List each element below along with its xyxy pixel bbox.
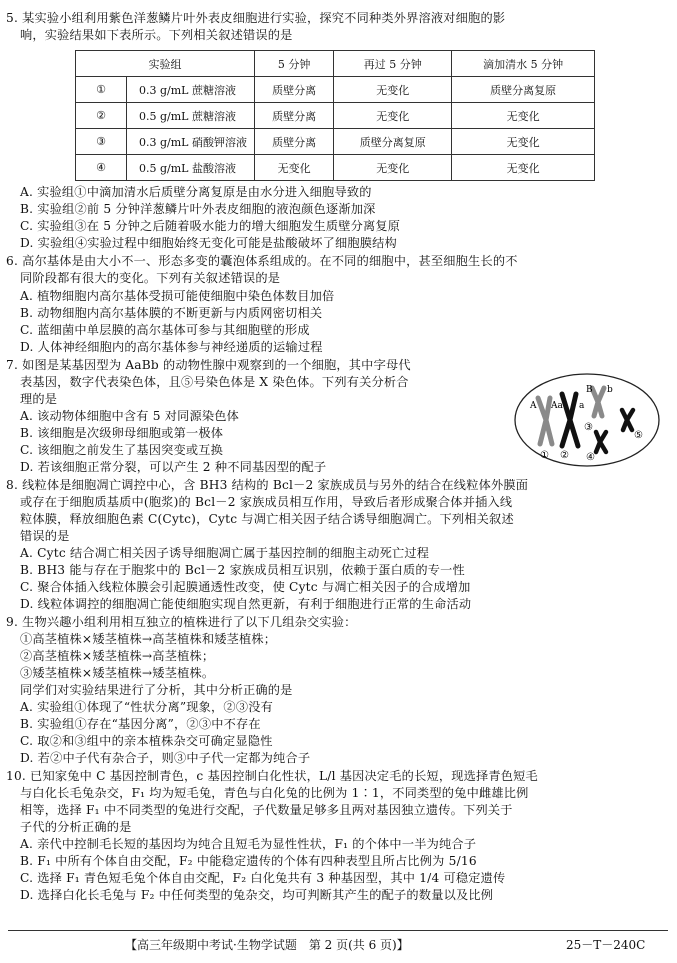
q6-option-d: D. 人体神经细胞内的高尔基体参与神经递质的运输过程 (20, 340, 323, 354)
footer-divider (8, 930, 668, 931)
gene-label-a-small: a (579, 401, 585, 411)
q8-stem-line3: 粒体膜，释放细胞色素 C(Cytc)，Cytc 与凋亡相关因子结合诱导细胞凋亡。下列相关叙述 (20, 512, 514, 526)
table-header-cell: 5 分钟 (255, 51, 334, 77)
table-cell: 质壁分离复原 (334, 129, 452, 155)
footer-title: 【高三年级期中考试·生物学试题 第 2 页(共 6 页)】 (125, 938, 409, 952)
table-row (76, 155, 595, 181)
table-header-row (76, 51, 595, 77)
table-cell: 无变化 (334, 77, 452, 103)
table-cell: 无变化 (334, 155, 452, 181)
q7-stem-line3: 理的是 (20, 392, 58, 406)
q9-cross-2: ②高茎植株×矮茎植株→高茎植株； (20, 649, 215, 663)
table-cell: 无变化 (334, 103, 452, 129)
q7-option-a: A. 该动物体细胞中含有 5 对同源染色体 (20, 409, 240, 423)
q9-cross-1: ①高茎植株×矮茎植株→高茎植株和矮茎植株； (20, 632, 277, 646)
q9-option-a: A. 实验组①体现了“性状分离”现象，②③没有 (20, 700, 273, 714)
table-cell: ③ (76, 129, 127, 155)
q5-results-table (75, 50, 595, 181)
q10-option-a: A. 亲代中控制毛长短的基因均为纯合且短毛为显性性状，F₁ 的个体中一半为纯合子 (20, 837, 477, 851)
q10-stem-line1: 10. 已知家兔中 C 基因控制青色，c 基因控制白化性状，L/l 基因决定毛的长短，现选择青色短毛 (6, 769, 538, 783)
q10-option-d: D. 选择白化长毛兔与 F₂ 中任何类型的兔杂交，均可判断其产生的配子的数量以及比例 (20, 888, 494, 902)
q7-stem-line2: 表基因，数字代表染色体，且⑤号染色体是 X 染色体。下列有关分析合 (20, 375, 409, 389)
table-cell: 质壁分离 (255, 77, 334, 103)
q7-option-b: B. 该细胞是次级卵母细胞或第一极体 (20, 426, 224, 440)
q6-stem-line1: 6. 高尔基体是由大小不一、形态多变的囊泡体系组成的。在不同的细胞中，甚至细胞生长的不 (6, 254, 518, 268)
chromosome-2 (562, 394, 578, 446)
chromosome-1 (538, 398, 552, 444)
gene-label-b-big: B (586, 385, 593, 395)
q7-stem-line1: 7. 如图是某基因型为 AaBb 的动物性腺中观察到的一个细胞，其中字母代 (6, 358, 411, 372)
q6-option-b: B. 动物细胞内高尔基体膜的不断更新与内质网密切相关 (20, 306, 323, 320)
chromosome-number-4: ④ (586, 452, 595, 463)
q9-stem2: 同学们对实验结果进行了分析，其中分析正确的是 (20, 683, 293, 697)
chromosome-number-3: ③ (584, 422, 593, 433)
table-cell: 无变化 (452, 103, 595, 129)
table-cell: 0.5 g/mL 蔗糖溶液 (127, 103, 255, 129)
q8-option-c: C. 聚合体插入线粒体膜会引起膜通透性改变，使 Cytc 与凋亡相关因子的合成增加 (20, 580, 471, 594)
q8-option-b: B. BH3 能与存在于胞浆中的 Bcl－2 家族成员相互识别，依赖于蛋白质的专一性 (20, 563, 465, 577)
q5-option-a: A. 实验组①中滴加清水后质壁分离复原是由水分进入细胞导致的 (20, 185, 372, 199)
q9-option-d: D. 若②中子代有杂合子，则③中子代一定都为纯合子 (20, 751, 311, 765)
q8-stem-line2: 或存在于细胞质基质中(胞浆)的 Bcl－2 家族成员相互作用，导致后者形成聚合体并插入线 (20, 495, 513, 509)
table-row (76, 77, 595, 103)
q9-option-c: C. 取②和③组中的亲本植株杂交可确定显隐性 (20, 734, 273, 748)
table-row (76, 103, 595, 129)
chromosome-number-1: ① (540, 450, 549, 461)
q7-option-c: C. 该细胞之前发生了基因突变或互换 (20, 443, 224, 457)
q5-stem-line2: 响，实验结果如下表所示。下列相关叙述错误的是 (20, 28, 293, 42)
table-cell: 无变化 (255, 155, 334, 181)
q7-option-d: D. 若该细胞正常分裂，可以产生 2 种不同基因型的配子 (20, 460, 327, 474)
q5-option-b: B. 实验组②前 5 分钟洋葱鳞片叶外表皮细胞的液泡颜色逐渐加深 (20, 202, 376, 216)
table-header-cell: 再过 5 分钟 (334, 51, 452, 77)
chromosome-5 (622, 410, 633, 430)
table-cell: 无变化 (452, 155, 595, 181)
q6-option-c: C. 蓝细菌中单层膜的高尔基体可参与其细胞壁的形成 (20, 323, 310, 337)
q5-option-c: C. 实验组③在 5 分钟之后随着吸水能力的增大细胞发生质壁分离复原 (20, 219, 401, 233)
q9-stem: 9. 生物兴趣小组利用相互独立的植株进行了以下几组杂交实验： (6, 615, 357, 629)
q6-option-a: A. 植物细胞内高尔基体受损可能使细胞中染色体数目加倍 (20, 289, 335, 303)
gene-label-a-left: A (530, 401, 537, 411)
chromosome-number-2: ② (560, 450, 569, 461)
table-row (76, 129, 595, 155)
q5-stem-line1: 5. 某实验小组利用紫色洋葱鳞片叶外表皮细胞进行实验，探究不同种类外界溶液对细胞的影 (6, 11, 506, 25)
table-cell: ④ (76, 155, 127, 181)
table-cell: ① (76, 77, 127, 103)
q6-stem-line2: 同阶段都有很大的变化。下列有关叙述错误的是 (20, 271, 281, 285)
q10-stem-line3: 相等，选择 F₁ 中不同类型的兔进行交配，子代数量足够多且两对基因独立遗传。下列关于 (20, 803, 513, 817)
gene-label-aa: Aa (551, 401, 563, 411)
q9-option-b: B. 实验组①存在“基因分离”，②③中不存在 (20, 717, 261, 731)
chromosome-4 (596, 432, 606, 452)
q10-stem-line4: 子代的分析正确的是 (20, 820, 132, 834)
table-cell: 质壁分离 (255, 129, 334, 155)
q8-stem-line1: 8. 线粒体是细胞凋亡调控中心，含 BH3 结构的 Bcl－2 家族成员与另外的结合在线粒体外膜面 (6, 478, 529, 492)
table-header-cell: 实验组 (76, 51, 255, 77)
gene-label-b-small: b (607, 385, 613, 395)
table-cell: 0.5 g/mL 盐酸溶液 (127, 155, 255, 181)
q8-stem-line4: 错误的是 (20, 529, 70, 543)
table-cell: 0.3 g/mL 硝酸钾溶液 (127, 129, 255, 155)
q9-cross-3: ③矮茎植株×矮茎植株→矮茎植株。 (20, 666, 215, 680)
cell-division-figure (512, 370, 662, 470)
q5-option-d: D. 实验组④实验过程中细胞始终无变化可能是盐酸破坏了细胞膜结构 (20, 236, 397, 250)
table-cell: 质壁分离 (255, 103, 334, 129)
table-cell: 0.3 g/mL 蔗糖溶液 (127, 77, 255, 103)
table-cell: 质壁分离复原 (452, 77, 595, 103)
table-header-cell: 滴加清水 5 分钟 (452, 51, 595, 77)
chromosome-3 (592, 388, 604, 416)
table-cell: 无变化 (452, 129, 595, 155)
q10-option-b: B. F₁ 中所有个体自由交配，F₂ 中能稳定遗传的个体有四种表型且所占比例为 5/16 (20, 854, 477, 868)
q8-option-a: A. Cytc 结合凋亡相关因子诱导细胞凋亡属于基因控制的细胞主动死亡过程 (20, 546, 430, 560)
q10-option-c: C. 选择 F₁ 青色短毛兔个体自由交配，F₂ 白化兔共有 3 种基因型，其中 1/4 可稳定遗传 (20, 871, 506, 885)
chromosome-number-5: ⑤ (634, 430, 643, 441)
table-cell: ② (76, 103, 127, 129)
footer-code: 25－T－240C (566, 938, 646, 952)
q8-option-d: D. 线粒体调控的细胞凋亡能使细胞实现自然更新，有利于细胞进行正常的生命活动 (20, 597, 472, 611)
q10-stem-line2: 与白化长毛兔杂交，F₁ 均为短毛兔，青色与白化兔的比例为 1∶1，不同类型的兔中雌雄比例 (20, 786, 529, 800)
